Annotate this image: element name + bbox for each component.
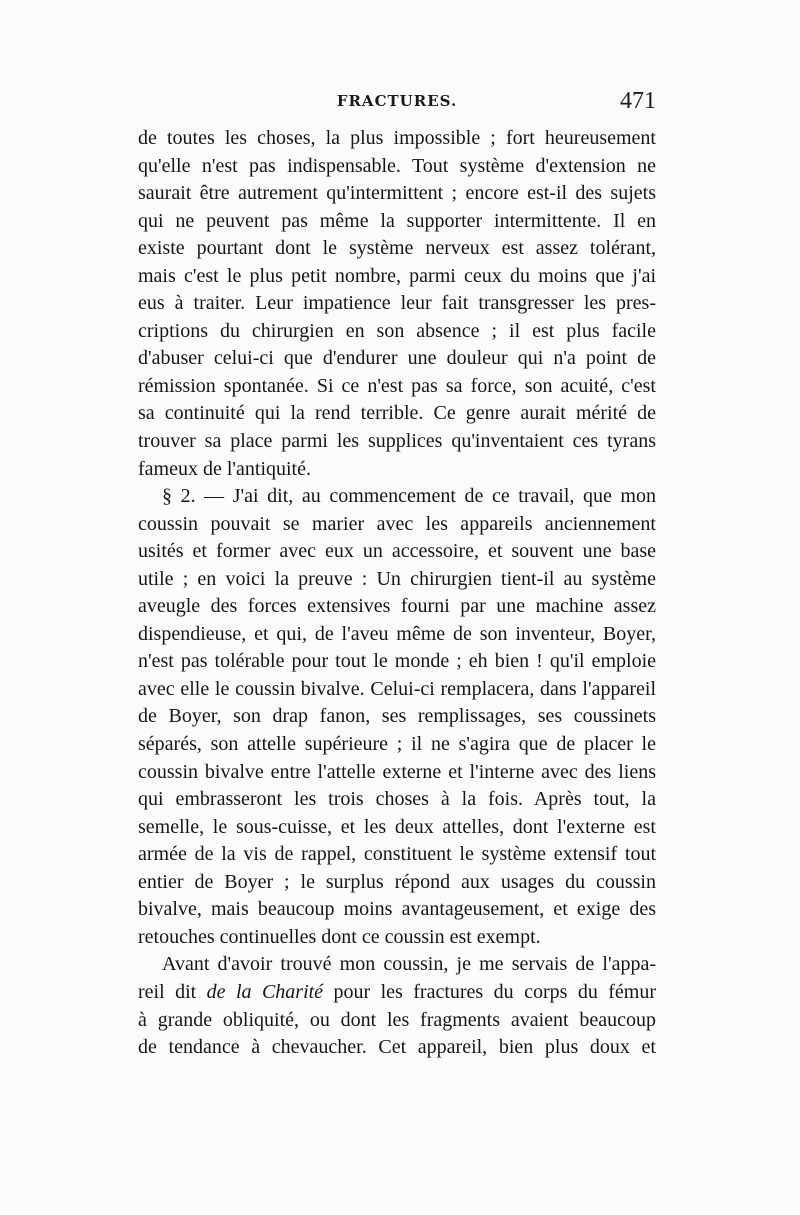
text-line: avec elle le coussin bivalve. Celui-ci remplacera, dans l'appareil — [138, 677, 656, 700]
page-number: 471 — [620, 88, 656, 114]
text-line: coussin pouvait se marier avec les appareils anciennement — [138, 512, 656, 535]
text-line: fameux de l'antiquité. — [138, 457, 311, 480]
text-line: saurait être autrement qu'intermittent ; encore est-il des sujets — [138, 182, 656, 205]
text-fragment: pour les fractures du corps du fémur — [323, 980, 656, 1003]
text-line: coussin bivalve entre l'attelle externe et l'interne avec des liens — [138, 760, 656, 783]
text-line: armée de la vis de rappel, constituent le système extensif tout — [138, 843, 656, 866]
text-line: de toutes les choses, la plus impossible ; fort heureusement — [138, 127, 656, 149]
running-title: FRACTURES. — [336, 92, 458, 110]
text-line: eus à traiter. Leur impatience leur fait transgresser les pres- — [138, 292, 656, 315]
text-line: trouver sa place parmi les supplices qu'inventaient ces tyrans — [138, 430, 656, 453]
page-header — [138, 88, 656, 120]
text-line: rémission spontanée. Si ce n'est pas sa force, son acuité, c'est — [138, 374, 656, 397]
text-line: qu'elle n'est pas indispensable. Tout système d'extension ne — [138, 154, 656, 177]
body-text — [138, 125, 656, 1062]
text-line: n'est pas tolérable pour tout le monde ; eh bien ! qu'il emploie — [138, 650, 656, 673]
text-line: aveugle des forces extensives fourni par une machine assez — [138, 595, 656, 618]
text-line: dispendieuse, et qui, de l'aveu même de son inventeur, Boyer, — [138, 622, 656, 645]
text-line: de tendance à chevaucher. Cet appareil, bien plus doux et — [138, 1036, 656, 1059]
text-fragment: reil dit — [138, 980, 207, 1003]
text-line: d'abuser celui-ci que d'endurer une douleur qui n'a point de — [138, 347, 656, 370]
text-line: de Boyer, son drap fanon, ses remplissages, ses coussinets — [138, 705, 656, 728]
italic-title: de la Charité — [206, 980, 324, 1003]
text-line: bivalve, mais beaucoup moins avantageusement, et exige des — [138, 898, 656, 921]
text-line: utile ; en voici la preuve : Un chirurgien tient-il au système — [138, 567, 656, 590]
text-line: à grande obliquité, ou dont les fragments avaient beaucoup — [138, 1008, 656, 1031]
text-line: mais c'est le plus petit nombre, parmi ceux du moins que j'ai — [138, 264, 656, 287]
text-line: criptions du chirurgien en son absence ; il est plus facile — [138, 319, 656, 342]
text-line-with-italic — [138, 979, 656, 1007]
text-line: Avant d'avoir trouvé mon coussin, je me servais de l'appa- — [162, 953, 656, 976]
text-line: qui ne peuvent pas même la supporter intermittente. Il en — [138, 209, 656, 232]
text-line: usités et former avec eux un accessoire, et souvent une base — [138, 540, 656, 563]
text-line: entier de Boyer ; le surplus répond aux usages du coussin — [138, 870, 656, 893]
text-line: séparés, son attelle supérieure ; il ne s'agira que de placer le — [138, 733, 656, 756]
text-line: qui embrasseront les trois choses à la fois. Après tout, la — [138, 788, 656, 811]
text-line: existe pourtant dont le système nerveux est assez tolérant, — [138, 237, 656, 260]
text-line: semelle, le sous-cuisse, et les deux attelles, dont l'externe est — [138, 815, 656, 838]
text-line: § 2. — J'ai dit, au commencement de ce travail, que mon — [162, 485, 656, 508]
text-line: sa continuité qui la rend terrible. Ce genre aurait mérité de — [138, 402, 656, 425]
text-line: retouches continuelles dont ce coussin est exempt. — [138, 925, 541, 948]
